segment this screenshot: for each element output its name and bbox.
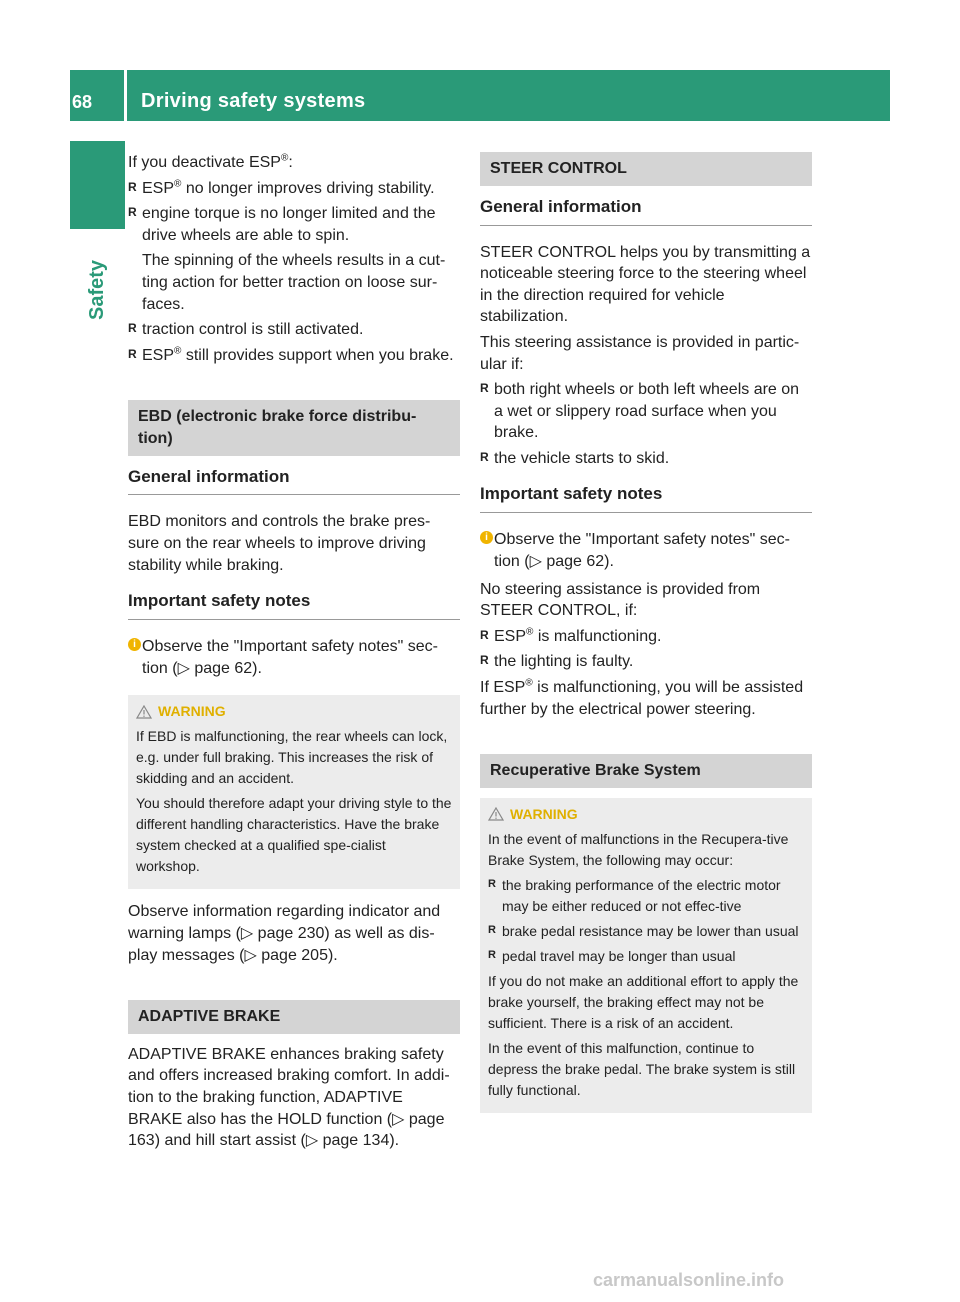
list-item: R the vehicle starts to skid. xyxy=(480,448,812,470)
info-note: i Observe the "Important safety notes" sec-tion (▷ page 62). xyxy=(480,529,812,572)
subheading-general-information: General information xyxy=(128,466,460,496)
steer-description: STEER CONTROL helps you by transmitting a noticeable steering force to the steering wheel in the direction required for vehicle stabilization. xyxy=(480,243,811,326)
warning-text: In the event of malfunctions in the Recupera-tive Brake System, the following may occur: xyxy=(488,830,789,868)
section-title-steer-control: STEER CONTROL xyxy=(480,152,812,186)
steer-assistance-intro: This steering assistance is provided in partic-ular if: xyxy=(480,333,800,373)
esp-intro: If you deactivate ESP®: xyxy=(128,152,293,171)
warning-text: In the event of this malfunction, continue to depress the brake pedal. The brake system is still fully functional. xyxy=(488,1039,796,1098)
warning-triangle-icon xyxy=(488,807,504,821)
list-item: R traction control is still activated. xyxy=(128,319,460,341)
right-column xyxy=(480,152,812,1125)
warning-heading: WARNING xyxy=(136,701,452,722)
side-section-label: Safety xyxy=(86,259,108,320)
warning-text: You should therefore adapt your driving style to the different handling characteristics. Have the brake system checked at a qualified spe-cialist workshop. xyxy=(136,795,452,875)
section-title-ebd: EBD (electronic brake force distribu-tion) xyxy=(128,400,460,455)
section-title-adaptive-brake: ADAPTIVE BRAKE xyxy=(128,1000,460,1034)
list-item: R the lighting is faulty. xyxy=(480,651,812,673)
subheading-safety-notes: Important safety notes xyxy=(480,483,812,513)
header-divider xyxy=(124,70,127,121)
no-assistance-text: No steering assistance is provided from STEER CONTROL, if: xyxy=(480,580,761,620)
side-tab-block xyxy=(70,141,125,229)
esp-malfunction-text: If ESP® is malfunctioning, you will be assisted further by the electrical power steering. xyxy=(480,677,804,718)
subheading-general-information: General information xyxy=(480,196,812,226)
warning-triangle-icon xyxy=(136,705,152,719)
section-title-recuperative-brake: Recuperative Brake System xyxy=(480,754,812,788)
warning-heading: WARNING xyxy=(488,804,804,825)
list-item: R the braking performance of the electric motor may be either reduced or not effec-tive xyxy=(488,875,804,917)
warning-box xyxy=(128,695,460,889)
left-column xyxy=(128,152,460,1156)
list-item: R pedal travel may be longer than usual xyxy=(488,946,804,967)
list-item: R brake pedal resistance may be lower than usual xyxy=(488,921,804,942)
warning-text: If you do not make an additional effort to apply the brake yourself, the braking effect may not be sufficient. There is a risk of an accident. xyxy=(488,972,799,1031)
adaptive-brake-description: ADAPTIVE BRAKE enhances braking safety and offers increased braking comfort. In addi-tion to the braking function, ADAPTIVE BRAKE also has the HOLD function (▷ page 163) and hill start assist (▷ page 134). xyxy=(128,1045,450,1150)
list-item: R engine torque is no longer limited and the drive wheels are able to spin. xyxy=(128,203,460,246)
warning-text: If EBD is malfunctioning, the rear wheels can lock, e.g. under full braking. This increases the risk of skidding and an accident. xyxy=(136,728,448,787)
list-item: R ESP® is malfunctioning. xyxy=(480,626,812,648)
page-title: Driving safety systems xyxy=(141,90,366,112)
page-number: 68 xyxy=(72,92,93,112)
list-item-continuation: The spinning of the wheels results in a cut-ting action for better traction on loose sur-faces. xyxy=(142,252,446,313)
ebd-description: EBD monitors and controls the brake pres-sure on the rear wheels to improve driving stability while braking. xyxy=(128,513,431,574)
info-icon: i xyxy=(128,638,141,651)
subheading-safety-notes: Important safety notes xyxy=(128,590,460,620)
info-icon: i xyxy=(480,531,493,544)
watermark: carmanualsonline.info xyxy=(593,1270,785,1290)
list-item: R ESP® still provides support when you brake. xyxy=(128,345,460,367)
list-item: R both right wheels or both left wheels are on a wet or slippery road surface when you brake. xyxy=(480,379,812,444)
info-note: i Observe the "Important safety notes" sec-tion (▷ page 62). xyxy=(128,636,460,679)
warning-box xyxy=(480,798,812,1113)
list-item: R ESP® no longer improves driving stability. xyxy=(128,178,460,200)
observe-note: Observe information regarding indicator and warning lamps (▷ page 230) as well as dis-play messages (▷ page 205). xyxy=(128,903,441,964)
